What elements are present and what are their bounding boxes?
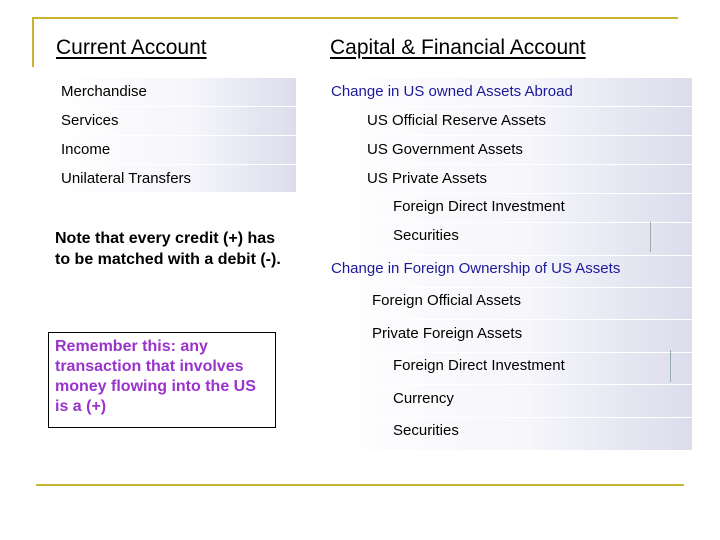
row-divider [324,106,692,107]
row-divider [54,106,296,107]
row-divider [324,193,692,194]
list-item-private-foreign: Private Foreign Assets [372,325,523,342]
remember-note: Remember this: any transaction that involves money flowing into the US is a (+) [48,332,276,428]
list-item-services: Services [61,112,119,129]
row-divider [324,135,692,136]
row-divider [324,164,692,165]
list-item-foreign-official: Foreign Official Assets [372,292,521,309]
list-item-currency: Currency [393,390,454,407]
bottom-rule [36,484,684,486]
row-divider [324,319,692,320]
left-accent-rule [32,17,34,67]
row-divider [54,135,296,136]
divider-mark [650,222,651,252]
row-divider [324,352,692,353]
current-account-table [54,78,296,194]
list-item-unilateral-transfers: Unilateral Transfers [61,170,192,187]
list-item-foreign-securities: Securities [393,422,459,439]
list-item-government-assets: US Government Assets [367,141,523,158]
row-divider [324,287,692,288]
capital-account-header: Capital & Financial Account [330,36,586,59]
row-divider [54,164,296,165]
current-account-header: Current Account [56,36,207,59]
list-item-fdi: Foreign Direct Investment [393,198,565,215]
divider-mark [670,350,671,382]
credit-debit-note: Note that every credit (+) has to be matched with a debit (-). [55,230,281,268]
row-divider [324,255,692,256]
foreign-heading: Change in Foreign Ownership of US Assets [331,260,621,277]
row-divider [324,222,692,223]
list-item-securities: Securities [393,227,459,244]
capital-account-table [324,78,692,450]
list-item-income: Income [61,141,111,158]
list-item-official-reserve: US Official Reserve Assets [367,112,546,129]
row-divider [324,417,692,418]
top-rule [32,17,678,19]
list-item-private-assets: US Private Assets [367,170,488,187]
abroad-heading: Change in US owned Assets Abroad [331,83,573,100]
list-item-foreign-fdi: Foreign Direct Investment [393,357,565,374]
list-item-merchandise: Merchandise [61,83,147,100]
row-divider [324,384,692,385]
